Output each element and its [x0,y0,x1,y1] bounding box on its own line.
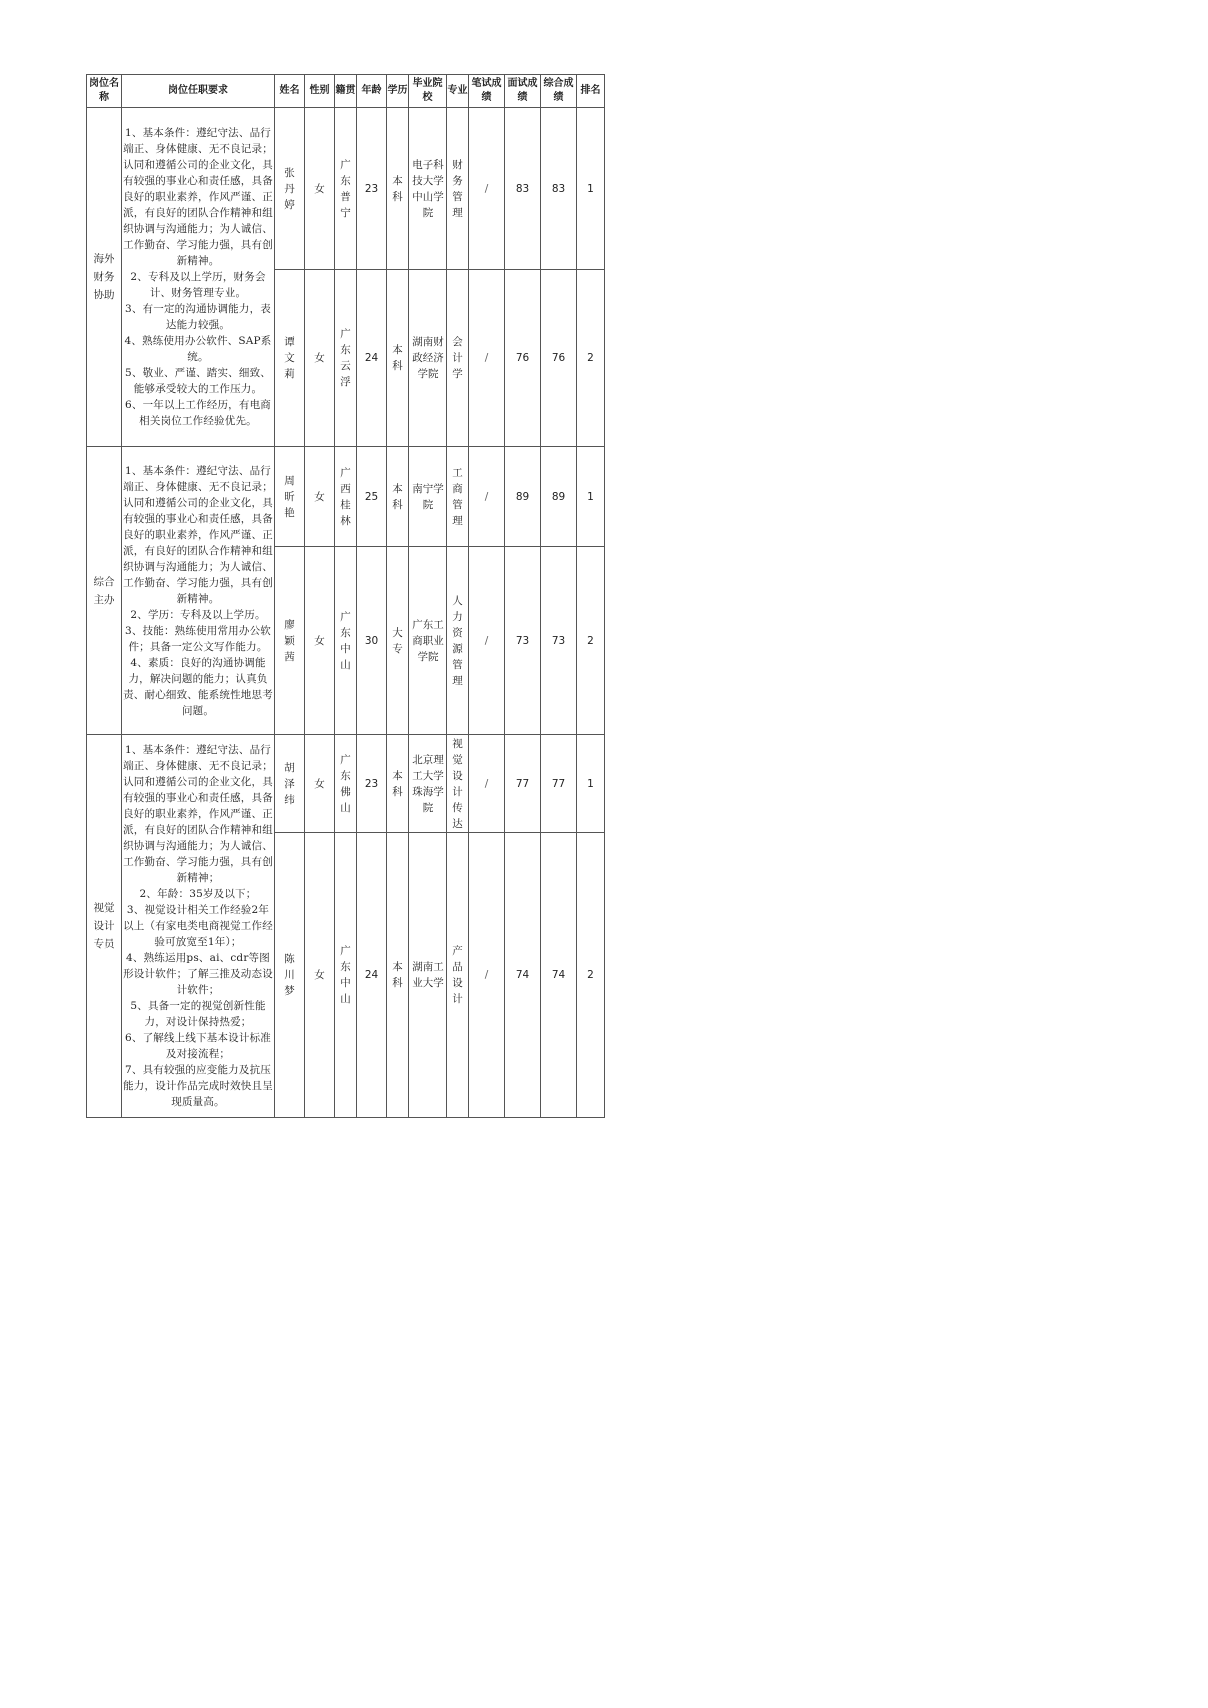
header-written-score: 笔试成绩 [469,75,505,108]
written-score: / [469,735,505,833]
written-score: / [469,547,505,735]
candidate-gender: 女 [305,547,335,735]
candidate-school: 南宁学院 [409,447,447,547]
candidate-education: 本科 [387,833,409,1118]
candidate-gender: 女 [305,447,335,547]
header-row [87,75,605,108]
interview-score: 83 [505,108,541,270]
candidate-name: 胡泽纬 [275,735,305,833]
candidate-school: 北京理工大学珠海学院 [409,735,447,833]
candidate-origin: 广东佛山 [335,735,357,833]
interview-score: 76 [505,270,541,447]
table-row [87,108,605,270]
candidate-education: 本科 [387,108,409,270]
written-score: / [469,833,505,1118]
header-age: 年龄 [357,75,387,108]
candidate-age: 25 [357,447,387,547]
written-score: / [469,447,505,547]
candidate-major: 财务管理 [447,108,469,270]
candidate-gender: 女 [305,270,335,447]
candidate-origin: 广西桂林 [335,447,357,547]
rank: 1 [577,447,605,547]
candidate-origin: 广东中山 [335,547,357,735]
candidate-education: 本科 [387,270,409,447]
candidate-school: 湖南工业大学 [409,833,447,1118]
post-requirements: 1、基本条件：遵纪守法、品行端正、身体健康、无不良记录；认同和遵循公司的企业文化，具有较强的事业心和责任感，具备良好的职业素养，作风严谨、正派，有良好的团队合作精神和组织协调与沟通能力；为人诚信、工作勤奋、学习能力强，具有创新精神； 2、年龄：35岁及以下； 3、视觉设计相关工作经验2年以上（有家电类电商视觉工作经验可放宽至1年）； 4、熟练运用ps、ai、cdr等图形设计软件；了解三推及动态设计软件； 5、具备一定的视觉创新性能力，对设计保持热爱； 6、了解线上线下基本设计标准及对接流程； 7、具有较强的应变能力及抗压能力，设计作品完成时效快且呈现质量高。 [122,735,275,1118]
candidate-origin: 广东中山 [335,833,357,1118]
header-school: 毕业院校 [409,75,447,108]
candidate-major: 会计学 [447,270,469,447]
candidate-origin: 广东普宁 [335,108,357,270]
post-title: 海外财务协助 [87,108,122,447]
header-rank: 排名 [577,75,605,108]
total-score: 83 [541,108,577,270]
candidate-gender: 女 [305,833,335,1118]
candidate-age: 23 [357,735,387,833]
candidate-major: 人力资源管理 [447,547,469,735]
candidate-education: 大专 [387,547,409,735]
header-total-score: 综合成绩 [541,75,577,108]
candidate-name: 谭文莉 [275,270,305,447]
candidate-education: 本科 [387,735,409,833]
candidate-major: 产品设计 [447,833,469,1118]
total-score: 74 [541,833,577,1118]
total-score: 77 [541,735,577,833]
candidate-school: 湖南财政经济学院 [409,270,447,447]
candidate-age: 30 [357,547,387,735]
candidate-origin: 广东云浮 [335,270,357,447]
rank: 1 [577,108,605,270]
candidate-age: 24 [357,270,387,447]
interview-score: 73 [505,547,541,735]
header-origin: 籍贯 [335,75,357,108]
interview-score: 74 [505,833,541,1118]
interview-score: 89 [505,447,541,547]
written-score: / [469,270,505,447]
interview-score: 77 [505,735,541,833]
header-interview-score: 面试成绩 [505,75,541,108]
candidate-gender: 女 [305,108,335,270]
header-education: 学历 [387,75,409,108]
recruitment-results-table [86,74,605,1118]
rank: 2 [577,270,605,447]
header-major: 专业 [447,75,469,108]
table-row [87,735,605,833]
header-name: 姓名 [275,75,305,108]
candidate-name: 周昕艳 [275,447,305,547]
written-score: / [469,108,505,270]
candidate-school: 电子科技大学中山学院 [409,108,447,270]
rank: 2 [577,547,605,735]
rank: 1 [577,735,605,833]
candidate-age: 24 [357,833,387,1118]
rank: 2 [577,833,605,1118]
header-requirements: 岗位任职要求 [122,75,275,108]
total-score: 89 [541,447,577,547]
candidate-name: 陈川梦 [275,833,305,1118]
candidate-major: 工商管理 [447,447,469,547]
candidate-school: 广东工商职业学院 [409,547,447,735]
table-row [87,447,605,547]
candidate-major: 视觉设计传达 [447,735,469,833]
candidate-education: 本科 [387,447,409,547]
post-requirements: 1、基本条件：遵纪守法、品行端正、身体健康、无不良记录；认同和遵循公司的企业文化，具有较强的事业心和责任感，具备良好的职业素养，作风严谨、正派，有良好的团队合作精神和组织协调与沟通能力；为人诚信、工作勤奋、学习能力强，具有创新精神。 2、专科及以上学历，财务会计、财务管理专业。 3、有一定的沟通协调能力，表达能力较强。 4、熟练使用办公软件、SAP系统。 5、敬业、严谨、踏实、细致、能够承受较大的工作压力。 6、一年以上工作经历，有电商相关岗位工作经验优先。 [122,108,275,447]
candidate-name: 张丹婷 [275,108,305,270]
post-requirements: 1、基本条件：遵纪守法、品行端正、身体健康、无不良记录；认同和遵循公司的企业文化，具有较强的事业心和责任感，具备良好的职业素养，作风严谨、正派，有良好的团队合作精神和组织协调与沟通能力；为人诚信、工作勤奋、学习能力强，具有创新精神。 2、学历：专科及以上学历。 3、技能：熟练使用常用办公软件；具备一定公文写作能力。 4、素质：良好的沟通协调能力，解决问题的能力；认真负责、耐心细致、能系统性地思考问题。 [122,447,275,735]
total-score: 76 [541,270,577,447]
candidate-gender: 女 [305,735,335,833]
candidate-age: 23 [357,108,387,270]
post-title: 视觉设计专员 [87,735,122,1118]
header-post: 岗位名称 [87,75,122,108]
post-title: 综合主办 [87,447,122,735]
header-gender: 性别 [305,75,335,108]
candidate-name: 廖颖茜 [275,547,305,735]
total-score: 73 [541,547,577,735]
